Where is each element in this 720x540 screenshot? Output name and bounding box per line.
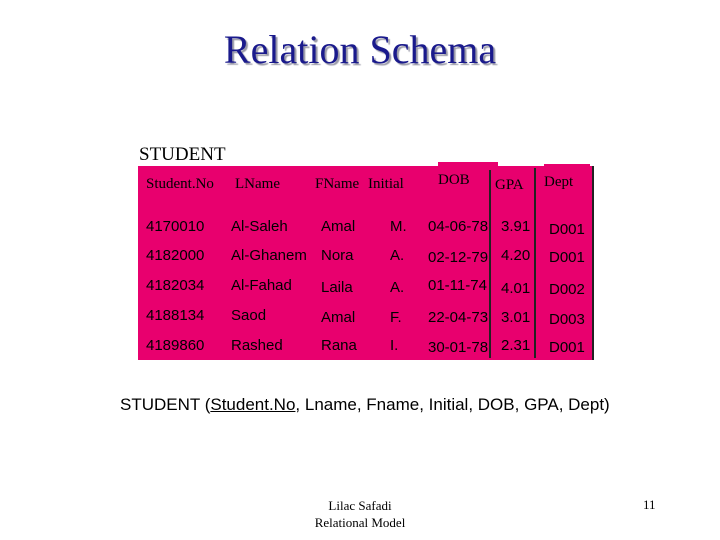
column-header-fname: FName <box>315 166 367 202</box>
relation-name: STUDENT <box>139 144 226 165</box>
column-header-lname: LName <box>235 166 315 202</box>
table-cell: 2.31 <box>501 337 531 354</box>
table-cell: D001 <box>549 221 585 238</box>
table-cell: D002 <box>549 281 585 298</box>
schema-attributes: , Lname, Fname, Initial, DOB, GPA, Dept) <box>295 395 610 414</box>
column-separator <box>489 170 491 358</box>
schema-notation <box>120 395 610 415</box>
table-cell: 3.01 <box>501 309 531 326</box>
table-cell: Laila <box>321 279 353 296</box>
table-cell: 04-06-78 <box>428 218 489 235</box>
table-cell: 3.91 <box>501 218 531 235</box>
slide-title: Relation Schema <box>223 27 497 72</box>
table-cell: Saod <box>231 307 267 324</box>
table-cell: 02-12-79 <box>428 249 489 266</box>
table-cell: Nora <box>321 247 354 264</box>
table-cell: A. <box>390 279 405 296</box>
table-cell: Amal <box>321 309 356 326</box>
column-header-student-no: Student.No <box>146 166 231 202</box>
table-cell: 4189860 <box>146 337 205 354</box>
table-cell: 4182034 <box>146 277 205 294</box>
column-separator <box>534 168 536 358</box>
footer <box>290 497 430 531</box>
table-cell: 01-11-74 <box>428 277 487 294</box>
table-cell: 22-04-73 <box>428 309 489 326</box>
table-cell: 30-01-78 <box>428 339 489 356</box>
schema-prefix: STUDENT ( <box>120 395 211 414</box>
table-cell: D001 <box>549 339 585 356</box>
column-separator <box>592 166 594 360</box>
table-cell: I. <box>390 337 399 354</box>
table-cell: Al-Ghanem <box>231 247 307 264</box>
column-header-dept: Dept <box>544 164 590 200</box>
student-table <box>138 166 594 360</box>
table-cell: 4170010 <box>146 218 205 235</box>
table-cell: D001 <box>549 249 585 266</box>
column-header-gpa: GPA <box>495 167 535 203</box>
footer-author: Lilac Safadi <box>328 498 392 513</box>
table-cell: M. <box>390 218 407 235</box>
column-header-initial: Initial <box>368 166 418 202</box>
table-cell: 4.20 <box>501 247 531 264</box>
table-cell: 4.01 <box>501 280 531 297</box>
table-cell: 4188134 <box>146 307 205 324</box>
column-header-dob: DOB <box>438 162 498 198</box>
table-cell: A. <box>390 247 405 264</box>
table-cell: Rana <box>321 337 357 354</box>
table-cell: Amal <box>321 218 356 235</box>
footer-course: Relational Model <box>314 515 406 530</box>
table-cell: 4182000 <box>146 247 205 264</box>
table-cell: D003 <box>549 311 585 328</box>
table-cell: Al-Fahad <box>231 277 292 294</box>
table-cell: Rashed <box>231 337 283 354</box>
primary-key: Student.No <box>210 395 296 414</box>
table-cell: F. <box>390 309 402 326</box>
page-number: 11 <box>643 497 656 512</box>
table-cell: Al-Saleh <box>231 218 288 235</box>
